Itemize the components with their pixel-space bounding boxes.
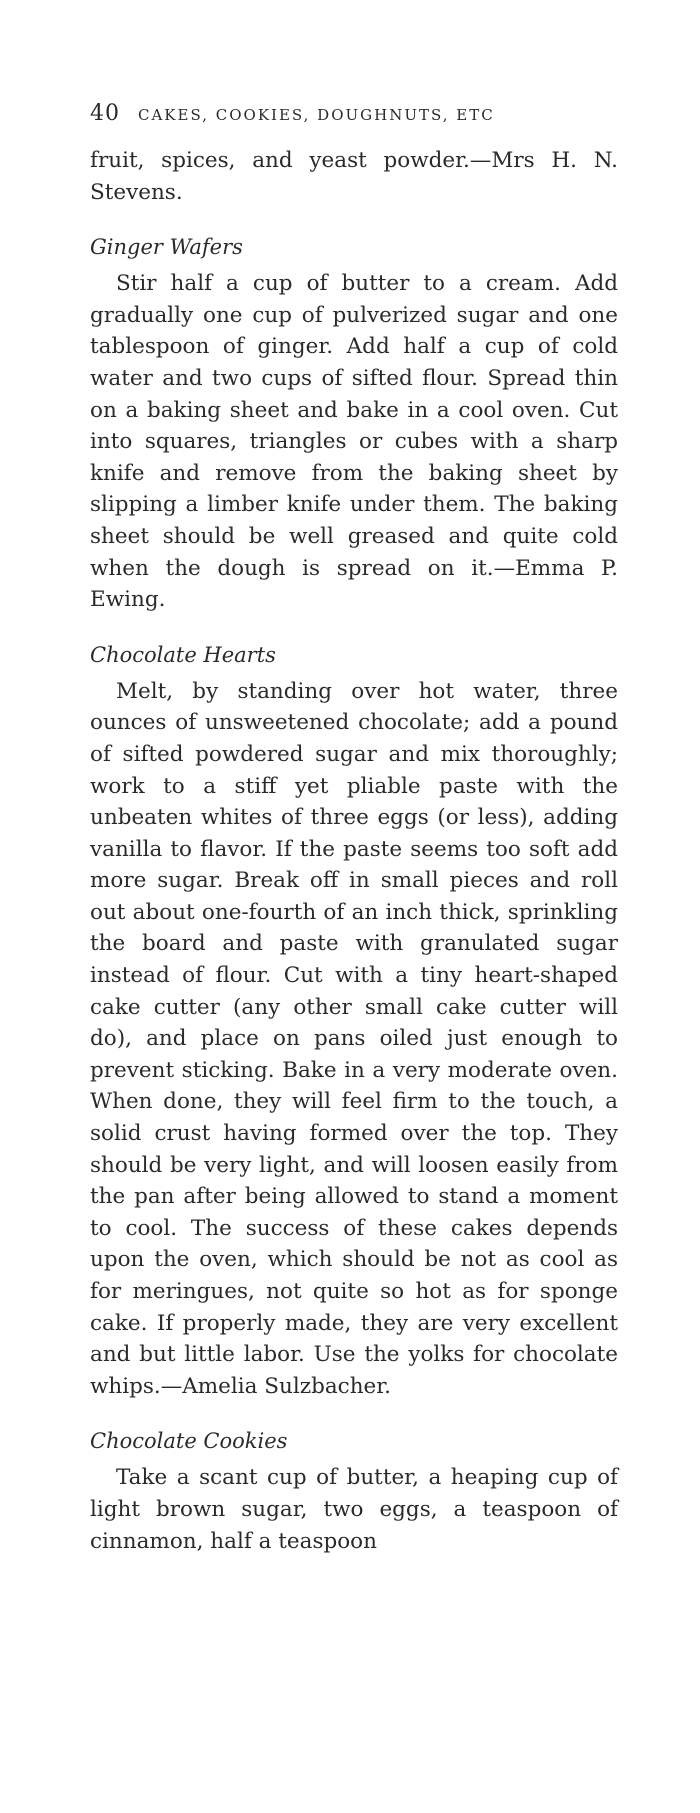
recipe-title-chocolate-hearts: Chocolate Hearts <box>90 642 276 667</box>
recipe-body-ginger-wafers: Stir half a cup of butter to a cream. Add gradually one cup of pulverized sugar and one tablespoon of ginger. Add half a cup of cold water and two cups of sifted flour. Spread thin on a baking sheet and bake in a cool oven. Cut into squares, triangles or cubes with a sharp knife and remove from the baking sheet by slipping a limber knife under them. The baking sheet should be well greased and quite cold when the dough is spread on it.—Emma P. Ewing. <box>90 271 618 613</box>
book-page <box>90 100 618 1557</box>
recipe-body-chocolate-cookies: Take a scant cup of butter, a heaping cup of light brown sugar, two eggs, a teaspoon of cinnamon, half a teaspoon <box>90 1465 618 1554</box>
recipe-body-chocolate-hearts: Melt, by standing over hot water, three ounces of unsweetened chocolate; add a pound of sifted powdered sugar and mix thoroughly; work to a stiff yet pliable paste with the unbeaten whites of three eggs (or less), adding vanilla to flavor. If the paste seems too soft add more sugar. Break off in small pieces and roll out about one-fourth of an inch thick, sprinkling the board and paste with granulated sugar instead of flour. Cut with a tiny heart-shaped cake cutter (any other small cake cutter will do), and place on pans oiled just enough to prevent sticking. Bake in a very moderate oven. When done, they will feel firm to the touch, a solid crust having formed over the top. They should be very light, and will loosen easily from the pan after being allowed to stand a moment to cool. The success of these cakes depends upon the oven, which should be not as cool as for meringues, not quite so hot as for sponge cake. If properly made, they are very excellent and but little labor. Use the yolks for chocolate whips.—Amelia Sulzbacher. <box>90 678 618 1399</box>
running-header <box>90 100 618 129</box>
running-title: CAKES, COOKIES, DOUGHNUTS, ETC <box>138 106 495 124</box>
recipe-title-chocolate-cookies: Chocolate Cookies <box>90 1429 288 1454</box>
page-number: 40 <box>90 101 120 126</box>
continued-paragraph: fruit, spices, and yeast powder.—Mrs H. N. Stevens. <box>90 148 618 205</box>
recipe-title-ginger-wafers: Ginger Wafers <box>90 235 243 260</box>
